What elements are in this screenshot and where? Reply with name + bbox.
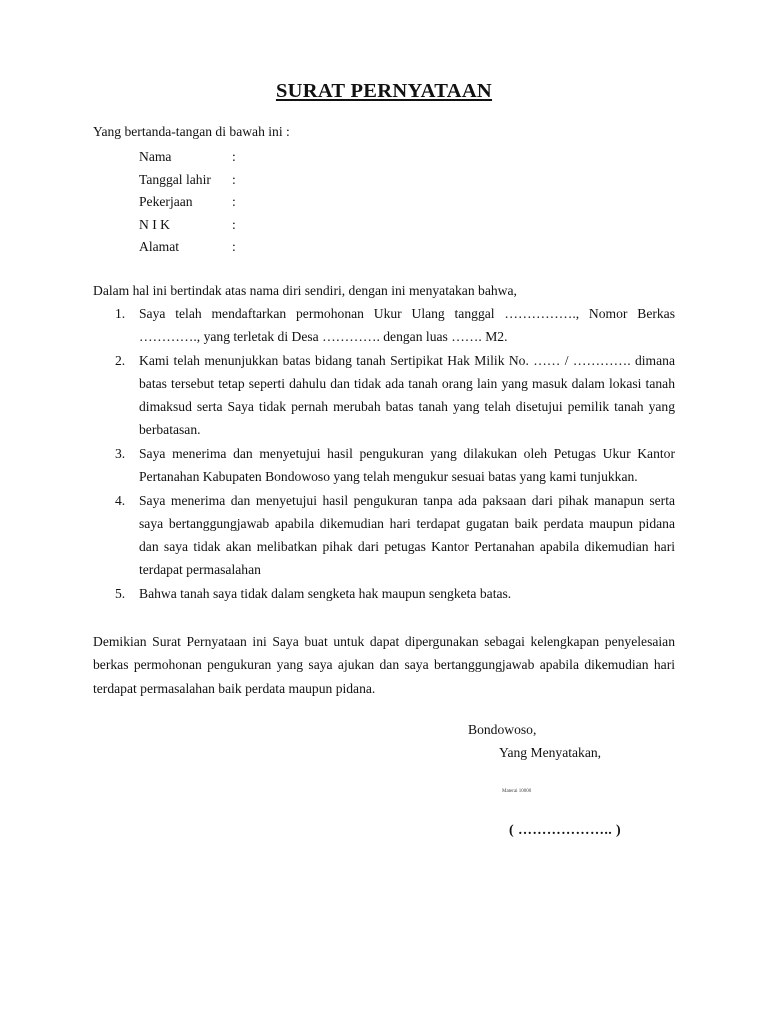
list-item-text: Bahwa tanah saya tidak dalam sengketa hak maupun sengketa batas.: [139, 585, 512, 601]
signature-signer: Yang Menyatakan,: [499, 745, 602, 760]
list-item: [93, 349, 675, 441]
field-nama: [139, 146, 236, 169]
closing-paragraph: Demikian Surat Pernyataan ini Saya buat untuk dapat dipergunakan sebagai kelengkapan penyelesaian berkas permohonan pengukuran yang saya ajukan dan saya bertanggungjawab apabila dikemudian hari terdapat permasalahan baik perdata maupun pidana.: [93, 634, 675, 696]
field-nik: [139, 214, 236, 237]
list-item: [93, 489, 675, 581]
field-separator: :: [232, 239, 236, 255]
list-item-text: Saya menerima dan menyetujui hasil pengukuran yang dilakukan oleh Petugas Ukur Kantor Pertanahan Kabupaten Bondowoso yang telah mengukur sesuai batas yang kami tunjukkan.: [139, 445, 675, 484]
field-label: N I K: [139, 216, 170, 232]
list-item-text: Saya telah mendaftarkan permohonan Ukur Ulang tanggal ……………., Nomor Berkas …………., yang terletak di Desa …………. dengan luas ……. M2.: [139, 306, 675, 345]
field-tanggal-lahir: [139, 169, 236, 192]
materai-note: Materai 10000: [502, 789, 532, 794]
list-item: [93, 442, 675, 488]
list-item-number: 3.: [115, 445, 126, 461]
list-item-number: 1.: [115, 306, 126, 321]
page-title: SURAT PERNYATAAN: [275, 80, 493, 102]
field-pekerjaan: [139, 191, 236, 214]
list-item-text: Kami telah menunjukkan batas bidang tanah Sertipikat Hak Milik No. …… / …………. dimana batas tersebut tetap seperti dahulu dan tidak ada tanah orang lain yang masuk dalam lokasi tanah dimaksud serta Saya tidak pernah merubah batas tanah yang telah disetujui pemilik tanah yang berbatasan.: [139, 352, 675, 438]
intro-text: Yang bertanda-tangan di bawah ini :: [93, 124, 290, 139]
identity-fields: [139, 146, 236, 259]
list-item-text: Saya menerima dan menyetujui hasil pengukuran tanpa ada paksaan dari pihak manapun serta saya bertanggungjawab apabila dikemudian hari terdapat gugatan baik perdata maupun pidana dan saya tidak akan melibatkan pihak dari petugas Kantor Pertanahan apabila dikemudian hari terdapat permasalahan: [139, 492, 675, 577]
statement-text: Dalam hal ini bertindak atas nama diri sendiri, dengan ini menyatakan bahwa,: [93, 283, 517, 298]
list-item: [93, 582, 675, 605]
list-item-number: 4.: [115, 492, 126, 508]
field-separator: :: [232, 149, 236, 164]
field-separator: :: [232, 216, 236, 232]
field-label: Pekerjaan: [139, 194, 193, 210]
list-item: [93, 302, 675, 348]
field-separator: :: [232, 171, 236, 187]
field-label: Alamat: [139, 239, 180, 255]
field-label: Nama: [139, 149, 172, 164]
signature-place: Bondowoso,: [468, 722, 537, 737]
field-label: Tanggal lahir: [139, 171, 211, 187]
list-item-number: 2.: [115, 352, 126, 368]
list-item-number: 5.: [115, 585, 126, 601]
statement-list: [93, 302, 675, 605]
signature-name-line: ( ……………….. ): [509, 823, 622, 838]
field-separator: :: [232, 194, 236, 210]
field-alamat: [139, 236, 236, 259]
